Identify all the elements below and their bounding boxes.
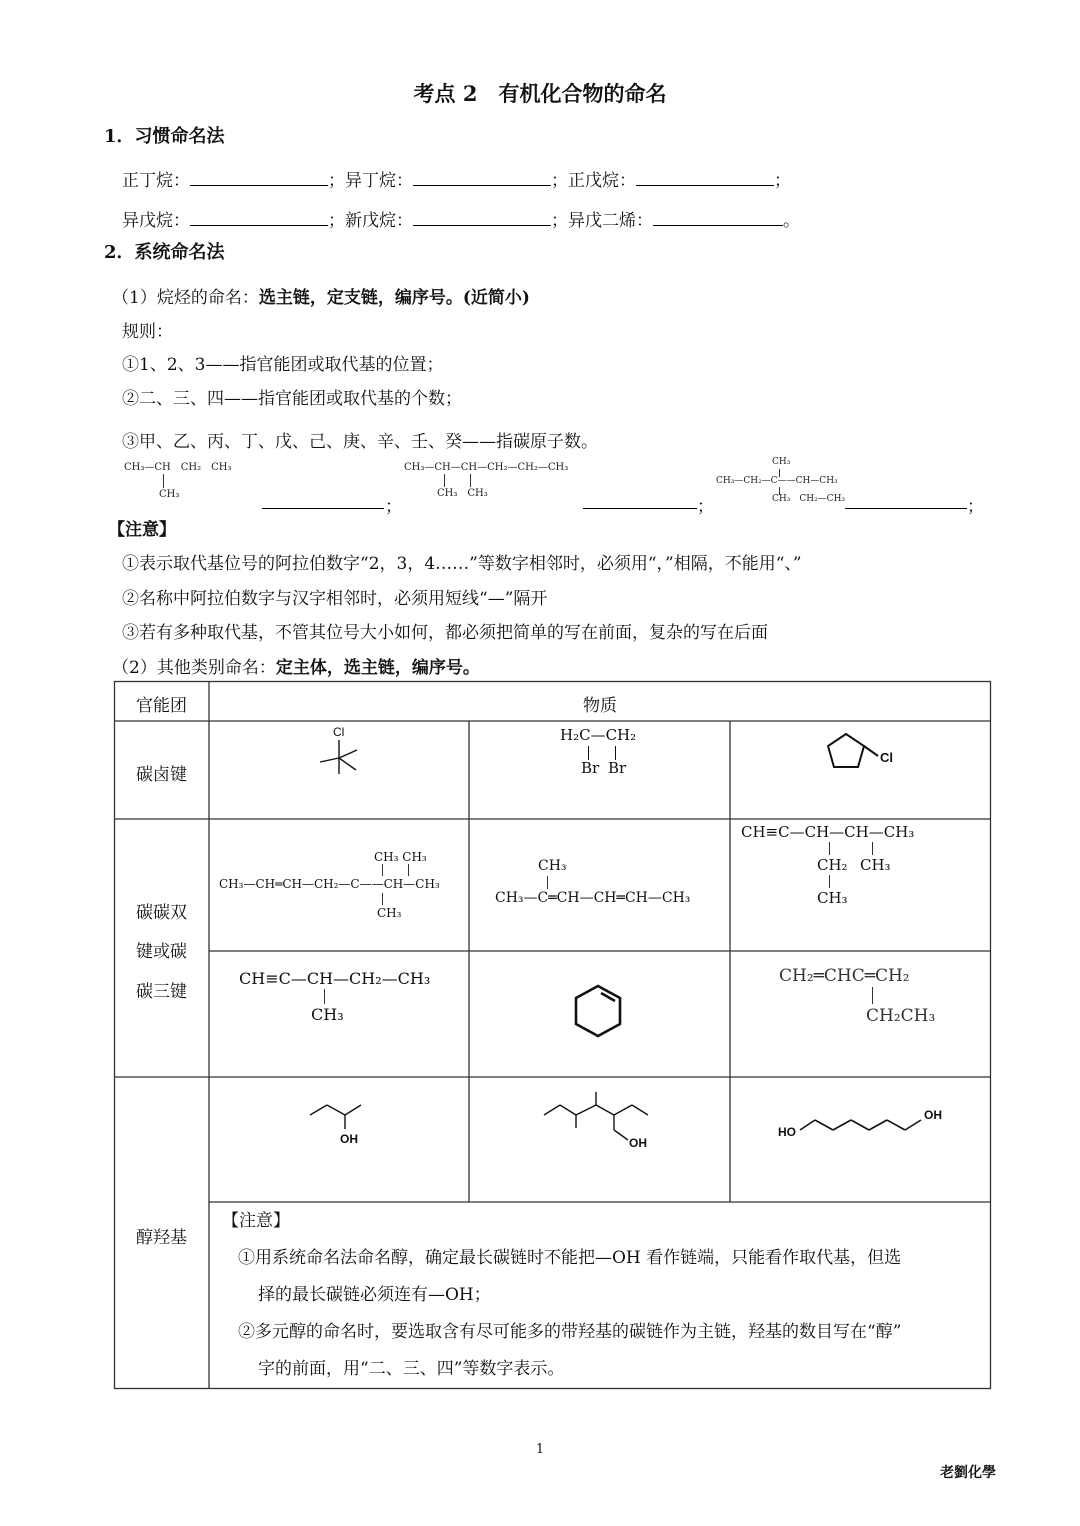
formula-1-bond-up-b <box>408 864 409 876</box>
label-br-1: Br <box>581 759 600 777</box>
note-3: ③若有多种取代基，不管其位号大小如何，都必须把简单的写在前面，复杂的写在后面 <box>122 623 768 643</box>
formula-4-bottom: CH₃ <box>311 1005 344 1024</box>
structure-hexanediol <box>775 1100 950 1145</box>
alcohol-note-title: 【注意】 <box>222 1211 290 1231</box>
alcohol-note-2a: ②多元醇的命名时，要选取含有尽可能多的带羟基的碳链作为主链，羟基的数目写在“醇” <box>238 1322 902 1342</box>
label-br-2: Br <box>608 759 627 777</box>
alcohol-note-1b: 择的最长碳链必须连有—OH； <box>258 1285 491 1305</box>
rule-3: ③甲、乙、丙、丁、戊、己、庚、辛、壬、癸——指碳原子数。 <box>122 432 598 452</box>
structure-chlorocyclopentane <box>820 730 910 780</box>
example-3-formula-mid: CH₃—CH₂—C——CH—CH₃ <box>716 476 838 486</box>
formula-3-ch2: CH₂ <box>817 856 848 874</box>
alcohol-note-2b: 字的前面，用“二、三、四”等数字表示。 <box>258 1359 565 1379</box>
header-functional-group: 官能团 <box>136 696 187 716</box>
section2-heading: 2．系统命名法 <box>104 242 225 263</box>
formula-4-main: CH≡C—CH—CH₂—CH₃ <box>239 969 431 988</box>
row-label-haloalkane: 碳卤键 <box>136 765 187 785</box>
formula-3-bond-a <box>829 842 830 855</box>
example-3-sep: ； <box>967 497 984 517</box>
rule-1: ①1、2、3——指官能团或取代基的位置； <box>122 355 444 375</box>
formula-1-top: CH₃ CH₃ <box>374 850 427 864</box>
formula-6-main: CH₂═CHC═CH₂ <box>779 966 910 986</box>
label-oh-1: OH <box>340 1132 358 1146</box>
label-cl-1: Cl <box>333 725 345 739</box>
label-n-butane: 正丁烷： <box>122 171 190 191</box>
row-label-unsaturated-1: 碳碳双 <box>136 903 187 923</box>
page-title: 考点 2 有机化合物的命名 <box>413 81 667 106</box>
formula-3-ch3-bottom: CH₃ <box>817 889 848 907</box>
structure-branched-alcohol <box>540 1088 670 1153</box>
label-cl-2: Cl <box>880 750 893 765</box>
example-1-formula-bottom: CH₃ <box>159 489 180 500</box>
formula-3-main: CH≡C—CH—CH—CH₃ <box>741 823 915 841</box>
note-title: 【注意】 <box>108 520 176 540</box>
formula-1-bond-up-a <box>382 864 383 876</box>
label-oh-2: OH <box>629 1136 647 1150</box>
example-2-formula-bottom: CH₃ CH₃ <box>437 488 488 499</box>
label-isoprene: ；异戊二烯： <box>551 211 653 231</box>
rules-label: 规则： <box>122 322 173 342</box>
structure-tert-butyl-chloride <box>310 722 370 782</box>
example-1-sep: ； <box>385 497 402 517</box>
structure-cyclohexene <box>570 980 630 1046</box>
row2-end: 。 <box>783 211 800 231</box>
label-neopentane: ；新戊烷： <box>328 211 413 231</box>
row1-end: ； <box>774 171 791 191</box>
header-substance: 物质 <box>583 696 617 716</box>
formula-1-bottom: CH₃ <box>377 906 402 920</box>
note-2: ②名称中阿拉伯数字与汉字相邻时，必须用短线“—”隔开 <box>122 589 548 609</box>
label-ho: HO <box>778 1125 796 1139</box>
formula-6-bond <box>872 987 873 1004</box>
alcohol-note-1a: ①用系统命名法命名醇，确定最长碳链时不能把—OH 看作链端，只能看作取代基，但选 <box>238 1248 902 1268</box>
row-label-unsaturated-2: 键或碳 <box>136 942 187 962</box>
row-label-unsaturated-3: 碳三键 <box>136 982 187 1002</box>
other-rule: 定主体，选主链，编序号。 <box>275 658 480 678</box>
alkane-prefix: （1）烷烃的命名： <box>112 288 259 308</box>
label-isobutane: ；异丁烷： <box>328 171 413 191</box>
formula-2-main: CH₃—C═CH—CH═CH—CH₃ <box>495 890 691 906</box>
note-1: ①表示取代基位号的阿拉伯数字“2，3，4……”等数字相邻时，必须用“，”相隔，不能用“、” <box>122 554 802 574</box>
label-n-pentane: ；正戊烷： <box>551 171 636 191</box>
example-2-sep: ； <box>697 497 714 517</box>
formula-3-bond-c <box>829 875 830 888</box>
formula-dibromoethane: H₂C—CH₂ <box>560 726 637 744</box>
formula-3-ch3-right: CH₃ <box>860 856 891 874</box>
formula-2-top: CH₃ <box>538 858 567 874</box>
example-3-formula-top: CH₃ <box>772 457 791 467</box>
bond-br-2 <box>615 746 616 760</box>
example-3-formula-bottom: CH₃ CH₂—CH₃ <box>772 494 846 504</box>
formula-6-bottom: CH₂CH₃ <box>866 1006 936 1026</box>
label-oh-3: OH <box>924 1108 942 1122</box>
row-label-alcohol: 醇羟基 <box>136 1228 187 1248</box>
formula-2-bond <box>547 876 548 889</box>
bond-br-1 <box>588 746 589 760</box>
structure-2-butanol <box>305 1095 375 1150</box>
formula-4-bond <box>324 989 325 1004</box>
section1-heading: 1．习惯命名法 <box>104 126 225 147</box>
rule-2: ②二、三、四——指官能团或取代基的个数； <box>122 389 462 409</box>
label-isopentane: 异戊烷： <box>122 211 190 231</box>
page-number: 1 <box>535 1442 545 1457</box>
alkane-rule: 选主链，定支链，编序号。(近简小) <box>258 288 530 308</box>
formula-3-bond-b <box>872 842 873 855</box>
other-prefix: （2）其他类别命名： <box>112 658 276 678</box>
formula-1-main: CH₃—CH═CH—CH₂—C——CH—CH₃ <box>219 877 440 891</box>
example-2-formula-top: CH₃—CH—CH—CH₂—CH₂—CH₃ <box>404 462 569 473</box>
example-1-formula-top: CH₃—CH CH₂ CH₃ <box>124 462 232 473</box>
brand-label: 老劉化學 <box>940 1465 996 1481</box>
formula-1-bond-down <box>382 893 383 905</box>
